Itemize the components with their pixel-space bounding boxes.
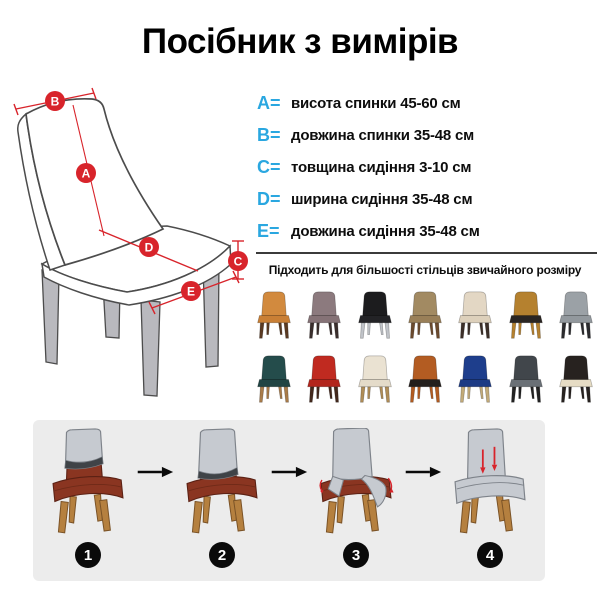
compatible-chairs-grid [250, 287, 600, 405]
legend-row-e [257, 221, 480, 242]
chair-icon [304, 354, 344, 405]
chair-icon [455, 354, 495, 405]
step-chair-illustration [309, 428, 403, 540]
divider-line [256, 252, 597, 254]
step-number-badge: 1 [75, 542, 101, 568]
step-chair-illustration [41, 428, 135, 540]
legend-row-c [257, 157, 480, 178]
legend-row-b [257, 125, 480, 146]
install-step-4 [442, 428, 538, 568]
legend-label: ширина сидіння 35-48 см [291, 191, 473, 208]
compatibility-note: Підходить для більшості стільців звичайного розміру [268, 263, 582, 277]
installation-steps-panel [33, 420, 545, 581]
marker-d: D [144, 240, 154, 255]
step-arrow-icon [404, 464, 442, 480]
chair-icon [355, 354, 395, 405]
marker-b: B [50, 94, 60, 109]
chair-thumbnail-wood-slat-back [401, 345, 449, 405]
chair-thumbnail-black-cream-panel [552, 345, 600, 405]
marker-c: C [233, 254, 243, 269]
legend-letter: D= [257, 189, 281, 209]
install-step-1 [40, 428, 136, 568]
chair-icon [304, 290, 344, 341]
legend-letter: C= [257, 157, 281, 177]
chair-icon [405, 354, 445, 405]
chair-thumbnail-orange-fabric [250, 287, 298, 341]
chair-thumbnail-blue-banquet [451, 345, 499, 405]
install-step-3 [308, 428, 404, 568]
step-number-badge: 2 [209, 542, 235, 568]
chair-thumbnail-mauve-fabric [300, 287, 348, 341]
chair-icon [506, 290, 546, 341]
chair-icon [455, 290, 495, 341]
legend-letter: B= [257, 125, 281, 145]
legend-label: довжина спинки 35-48 см [291, 127, 475, 144]
page-title: Посібник з вимірів [141, 22, 459, 61]
chair-icon [405, 290, 445, 341]
step-chair-illustration [175, 428, 269, 540]
step-chair-illustration [443, 428, 537, 540]
chair-thumbnail-gray-fabric [552, 287, 600, 341]
chair-thumbnail-cream-wood [451, 287, 499, 341]
legend-row-a [257, 93, 480, 114]
chair-thumbnail-red-fabric [300, 345, 348, 405]
chair-thumbnail-oak-black-seat [501, 287, 549, 341]
marker-e: E [186, 284, 196, 299]
marker-a: A [81, 166, 91, 181]
chair-icon [556, 290, 596, 341]
chair-icon [556, 354, 596, 405]
legend-label: довжина сидіння 35-48 см [291, 223, 480, 240]
chair-thumbnail-cream-tufted [351, 345, 399, 405]
chair-icon [254, 354, 294, 405]
chair-thumbnail-tan-fabric [401, 287, 449, 341]
chair-icon [254, 290, 294, 341]
legend-letter: E= [257, 221, 280, 241]
chair-thumbnail-charcoal-fabric [501, 345, 549, 405]
chair-thumbnail-teal-fabric [250, 345, 298, 405]
step-number-badge: 3 [343, 542, 369, 568]
step-arrow-icon [270, 464, 308, 480]
step-arrow-icon [136, 464, 174, 480]
chair-thumbnail-black-leather [351, 287, 399, 341]
legend-letter: A= [257, 93, 281, 113]
legend-label: висота спинки 45-60 см [291, 95, 461, 112]
chair-icon [355, 290, 395, 341]
chair-body [18, 99, 231, 305]
step-number-badge: 4 [477, 542, 503, 568]
install-step-2 [174, 428, 270, 568]
measurements-legend [257, 93, 480, 242]
chair-icon [506, 354, 546, 405]
legend-row-d [257, 189, 480, 210]
chair-measurement-diagram [2, 80, 252, 400]
legend-label: товщина сидіння 3-10 см [291, 159, 472, 176]
